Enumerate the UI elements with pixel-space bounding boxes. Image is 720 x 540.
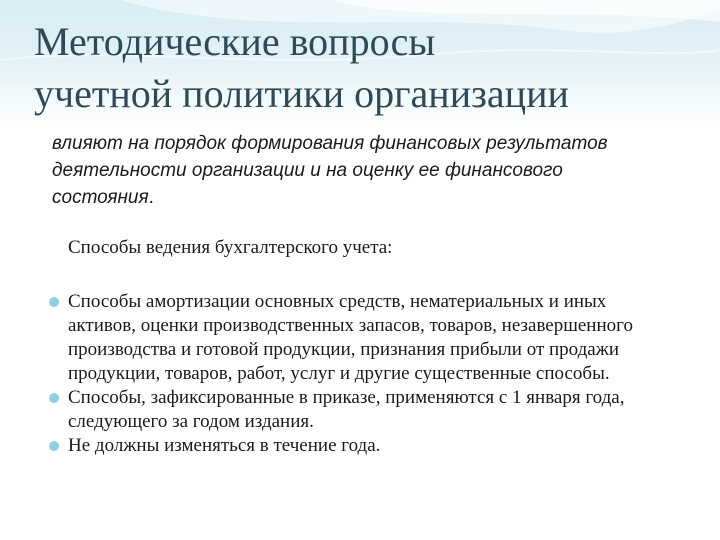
bullet-item	[48, 434, 668, 458]
bullet-text: Не должны изменяться в течение года.	[68, 435, 381, 456]
bullet-item	[48, 290, 668, 386]
title-line-1: Методические вопросы	[34, 19, 436, 64]
bullet-text: Способы амортизации основных средств, нематериальных и иных активов, оценки производственных запасов, товаров, незавершенного производства и готовой продукции, признания прибыли от продажи продукции, товаров, работ, услуг и другие существенные способы.	[68, 291, 633, 384]
slide-subtitle	[52, 130, 652, 211]
bullet-list	[48, 290, 668, 458]
title-line-2: учетной политики организации	[34, 71, 569, 116]
subtitle-period: .	[148, 187, 154, 208]
subtitle-text: влияют на порядок формирования финансовых результатов деятельности организации и на оценку ее финансового состояния	[52, 133, 608, 208]
circle-bullet-icon	[48, 296, 60, 308]
bullet-item	[48, 386, 668, 434]
circle-bullet-icon	[48, 392, 60, 404]
slide-title	[34, 16, 714, 120]
circle-bullet-icon	[48, 440, 60, 452]
section-heading: Способы ведения бухгалтерского учета:	[68, 237, 393, 258]
bullet-text: Способы, зафиксированные в приказе, применяются с 1 января года, следующего за годом издания.	[68, 387, 625, 432]
